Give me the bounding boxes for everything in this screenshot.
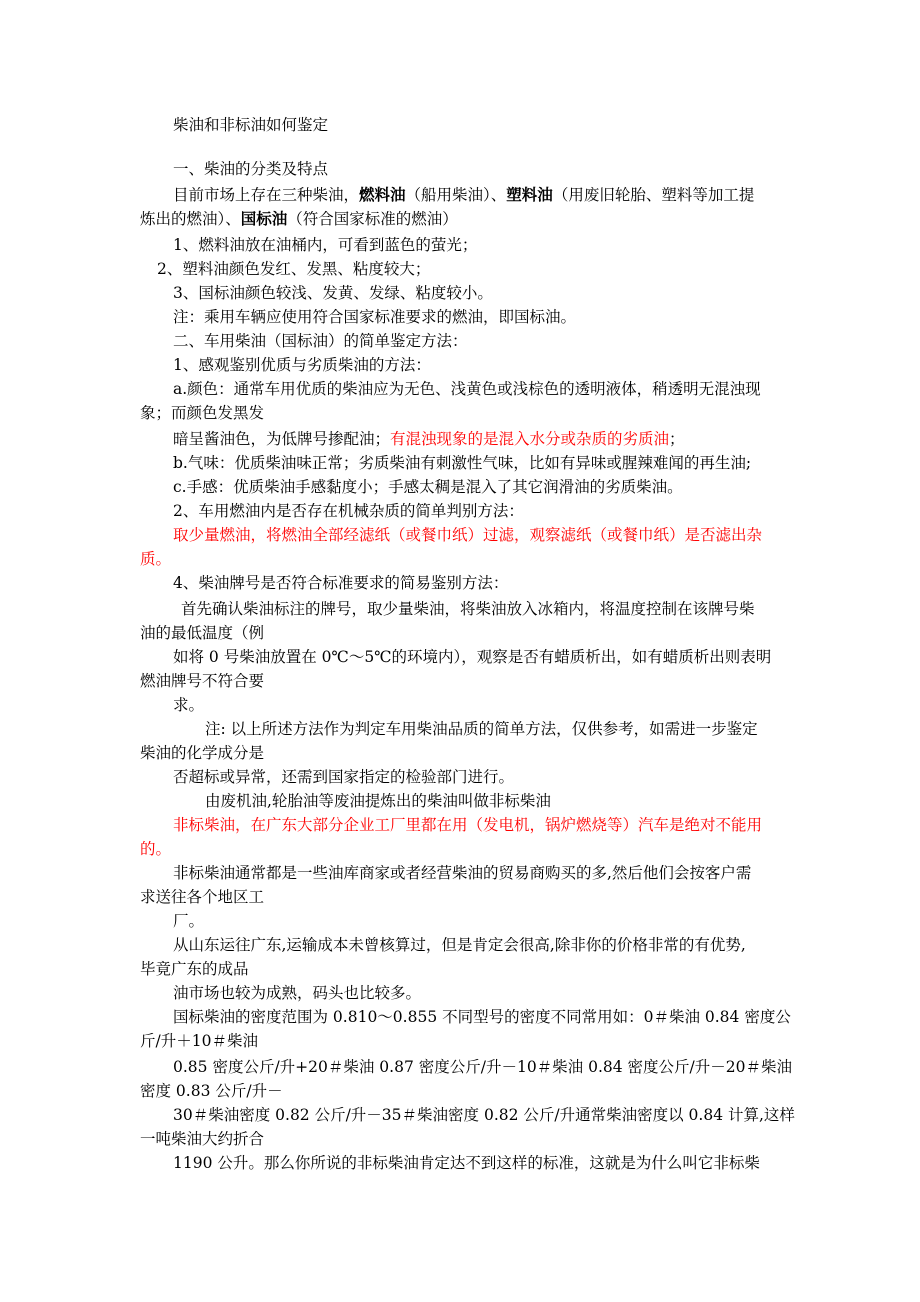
color-criterion-text: ； xyxy=(669,430,685,448)
intro-text: （用废旧轮胎、塑料等加工提 xyxy=(552,186,755,204)
shipping-paragraph-line-3: 油市场也较为成熟，码头也比较多。 xyxy=(173,984,422,1002)
color-criterion-line-3 xyxy=(173,428,685,450)
non-standard-definition: 由废机油,轮胎油等废油提炼出的柴油叫做非标柴油 xyxy=(205,792,551,810)
section-2-item-2: 2、车用燃油内是否存在机械杂质的简单判别方法： xyxy=(173,502,524,520)
section-1-item-1: 1、燃料油放在油桶内，可看到蓝色的萤光； xyxy=(173,236,478,254)
trade-paragraph-line-2: 求送往各个地区工 xyxy=(140,888,265,906)
document-title: 柴油和非标油如何鉴定 xyxy=(173,116,329,134)
section-2-item-4: 4、柴油牌号是否符合标准要求的简易鉴别方法： xyxy=(173,574,509,592)
shipping-paragraph-line-2: 毕竟广东的成品 xyxy=(140,960,249,978)
density-paragraph-line-1: 国标柴油的密度范围为 0.810～0.855 不同型号的密度不同常用如：0＃柴油 0.84 密度公 xyxy=(173,1008,791,1026)
section-2-note-line-2: 柴油的化学成分是 xyxy=(140,744,265,762)
density-paragraph-line-6: 一吨柴油大约折合 xyxy=(140,1130,265,1148)
section-2-note-line-3: 否超标或异常，还需到国家指定的检验部门进行。 xyxy=(173,768,515,786)
color-criterion-line-1: a.颜色：通常车用优质的柴油应为无色、浅黄色或浅棕色的透明液体，稍透明无混浊现 xyxy=(173,380,761,398)
shipping-paragraph-line-1: 从山东运往广东,运输成本未曾核算过，但是肯定会很高,除非你的价格非常的有优势, xyxy=(173,936,746,954)
grade-method-line-5: 求。 xyxy=(173,696,205,714)
section-1-heading: 一、柴油的分类及特点 xyxy=(173,160,329,178)
grade-method-line-1: 首先确认柴油标注的牌号，取少量柴油，将柴油放入冰箱内，将温度控制在该牌号柴 xyxy=(181,600,755,618)
intro-text: 炼出的燃油）、 xyxy=(140,210,241,228)
touch-criterion: c.手感：优质柴油手感黏度小；手感太稠是混入了其它润滑油的劣质柴油。 xyxy=(173,478,683,496)
filter-method-line-2: 质。 xyxy=(140,550,172,568)
trade-paragraph-line-3: 厂。 xyxy=(173,912,205,930)
density-paragraph-line-2: 斤/升＋10＃柴油 xyxy=(140,1032,258,1050)
grade-method-line-2: 油的最低温度（例 xyxy=(140,624,265,642)
non-standard-usage-line-2: 的。 xyxy=(140,840,172,858)
color-criterion-text: 暗呈酱油色，为低牌号掺配油； xyxy=(173,430,391,448)
section-1-note: 注：乘用车辆应使用符合国家标准要求的燃油，即国标油。 xyxy=(173,308,577,326)
trade-paragraph-line-1: 非标柴油通常都是一些油库商家或者经营柴油的贸易商购买的多,然后他们会按客户需 xyxy=(173,864,752,882)
section-2-item-1: 1、感观鉴别优质与劣质柴油的方法： xyxy=(173,356,431,374)
density-paragraph-line-4: 密度 0.83 公斤/升－ xyxy=(140,1082,283,1100)
turbid-warning: 有混浊现象的是混入水分或杂质的劣质油 xyxy=(390,430,670,448)
section-1-item-2: 2、塑料油颜色发红、发黑、粘度较大； xyxy=(157,260,431,278)
plastic-oil-term: 塑料油 xyxy=(506,185,553,204)
section-2-note-line-1: 注: 以上所述方法作为判定车用柴油品质的简单方法，仅供参考，如需进一步鉴定 xyxy=(205,720,758,738)
grade-method-line-4: 燃油牌号不符合要 xyxy=(140,672,265,690)
section-1-intro-line-1 xyxy=(173,184,754,206)
intro-text: 目前市场上存在三种柴油， xyxy=(173,186,360,204)
intro-text: （符合国家标准的燃油） xyxy=(287,210,458,228)
filter-method-line-1: 取少量燃油，将燃油全部经滤纸（或餐巾纸）过滤，观察滤纸（或餐巾纸）是否滤出杂 xyxy=(173,526,763,544)
fuel-oil-term: 燃料油 xyxy=(359,185,406,204)
color-criterion-line-2: 象；而颜色发黑发 xyxy=(140,404,265,422)
non-standard-usage-line-1: 非标柴油，在广东大部分企业工厂里都在用（发电机，锅炉燃烧等）汽车是绝对不能用 xyxy=(173,816,763,834)
smell-criterion: b.气味：优质柴油味正常；劣质柴油有刺激性气味，比如有异味或腥辣难闻的再生油; xyxy=(173,454,752,472)
section-1-item-3: 3、国标油颜色较浅、发黄、发绿、粘度较小。 xyxy=(173,284,493,302)
density-paragraph-line-7: 1190 公升。那么你所说的非标柴油肯定达不到这样的标准，这就是为什么叫它非标柴 xyxy=(173,1154,760,1172)
section-1-intro-line-2 xyxy=(140,208,458,230)
grade-method-line-3: 如将 0 号柴油放置在 0℃～5℃的环境内），观察是否有蜡质析出，如有蜡质析出则表明 xyxy=(173,648,772,666)
density-paragraph-line-3: 0.85 密度公斤/升+20＃柴油 0.87 密度公斤/升－10＃柴油 0.84 密度公斤/升－20＃柴油 xyxy=(173,1058,792,1076)
intro-text: （船用柴油）、 xyxy=(405,186,507,204)
national-standard-oil-term: 国标油 xyxy=(240,209,288,228)
section-2-heading: 二、车用柴油（国标油）的简单鉴定方法： xyxy=(173,332,468,350)
density-paragraph-line-5: 30＃柴油密度 0.82 公斤/升－35＃柴油密度 0.82 公斤/升通常柴油密度以 0.84 计算,这样 xyxy=(173,1106,795,1124)
